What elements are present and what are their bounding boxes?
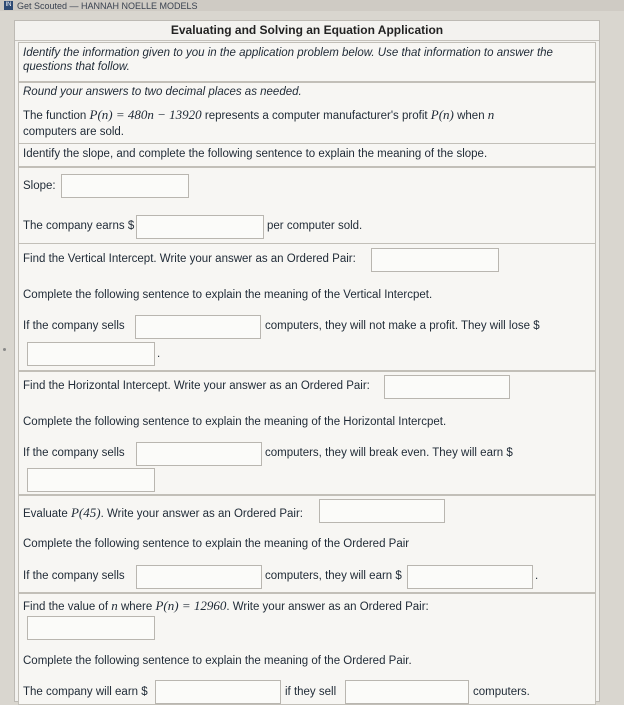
vertical-loss-input[interactable] (27, 342, 155, 366)
vertical-sentence-suffix: computers, they will not make a profit. They will lose $ (265, 320, 540, 332)
evaluate-expression: P(45) (70, 505, 101, 520)
slope-sentence-prefix: The company earns $ (23, 220, 135, 232)
problem-sheet (14, 20, 600, 702)
rounding-note: Round your answers to two decimal places as needed. (23, 86, 302, 98)
find-n-sentence-mid: if they sell (285, 686, 337, 698)
tab-title[interactable]: Get Scouted — HANNAH NOELLE MODELS (17, 0, 198, 11)
find-n-sentence-prefix: The company will earn $ (23, 686, 148, 698)
function-when: when (457, 110, 485, 122)
find-n-suffix: . Write your answer as an Ordered Pair: (226, 601, 429, 613)
find-n-section (18, 593, 596, 705)
horizontal-earn-input[interactable] (27, 468, 155, 492)
horizontal-computers-input[interactable] (136, 442, 262, 466)
vertical-period: . (157, 348, 161, 360)
instructions-text: Identify the information given to you in the application problem below. Use that information to answer the questions that follow. (23, 47, 553, 73)
slope-question: Identify the slope, and complete the following sentence to explain the meaning of the slope. (23, 148, 488, 160)
vertical-question: Find the Vertical Intercept. Write your answer as an Ordered Pair: (23, 253, 356, 265)
slope-label: Slope: (23, 180, 56, 192)
site-logo-icon: IN (5, 2, 12, 8)
evaluate-computers-input[interactable] (136, 565, 262, 589)
problem-title: Evaluating and Solving an Equation Application (15, 21, 599, 41)
find-n-question (23, 598, 429, 614)
evaluate-ordered-pair-input[interactable] (319, 499, 445, 523)
find-n-sentence-suffix: computers. (473, 686, 530, 698)
slope-sentence-suffix: per computer sold. (267, 220, 363, 232)
function-n: n (487, 107, 495, 122)
find-n-computers-input[interactable] (345, 680, 469, 704)
horizontal-sentence-suffix: computers, they will break even. They will earn $ (265, 447, 513, 459)
bullet-marker (3, 348, 6, 351)
find-n-variable: n (111, 598, 118, 613)
horizontal-explain: Complete the following sentence to explain the meaning of the Horizontal Intercpet. (23, 416, 447, 428)
horizontal-sentence-prefix: If the company sells (23, 447, 125, 459)
evaluate-period: . (535, 570, 539, 582)
earnings-per-computer-input[interactable] (136, 215, 264, 239)
vertical-sentence-prefix: If the company sells (23, 320, 125, 332)
slope-input[interactable] (61, 174, 189, 198)
evaluate-earn-input[interactable] (407, 565, 533, 589)
find-n-expression: P(n) = 12960 (155, 598, 227, 613)
evaluate-section (18, 495, 596, 593)
find-n-prefix: Find the value of (23, 601, 109, 613)
function-mid: represents a computer manufacturer's profit (204, 110, 428, 122)
evaluate-suffix: . Write your answer as an Ordered Pair: (100, 508, 303, 520)
evaluate-sentence-suffix: computers, they will earn $ (265, 570, 402, 582)
vertical-intercept-input[interactable] (371, 248, 499, 272)
function-line (23, 107, 494, 123)
find-n-where: where (120, 601, 153, 613)
evaluate-prefix: Evaluate (23, 508, 68, 520)
instructions-box (18, 42, 596, 82)
evaluate-question (23, 505, 303, 521)
function-expression: P(n) = 480n − 13920 (89, 107, 202, 122)
find-n-explain: Complete the following sentence to explain the meaning of the Ordered Pair. (23, 655, 412, 667)
function-pn: P(n) (430, 107, 454, 122)
horizontal-intercept-input[interactable] (384, 375, 510, 399)
vertical-intercept-section (18, 243, 596, 371)
vertical-computers-input[interactable] (135, 315, 261, 339)
function-prefix: The function (23, 110, 87, 122)
function-suffix: computers are sold. (23, 126, 124, 138)
horizontal-intercept-section (18, 371, 596, 495)
browser-tab-bar (0, 0, 624, 11)
horizontal-question: Find the Horizontal Intercept. Write your answer as an Ordered Pair: (23, 380, 370, 392)
problem-statement-box (18, 82, 596, 144)
find-n-ordered-pair-input[interactable] (27, 616, 155, 640)
evaluate-sentence-prefix: If the company sells (23, 570, 125, 582)
slope-question-box (18, 143, 596, 167)
evaluate-explain: Complete the following sentence to explain the meaning of the Ordered Pair (23, 538, 410, 550)
slope-section (18, 167, 596, 244)
find-n-earn-input[interactable] (155, 680, 281, 704)
vertical-explain: Complete the following sentence to explain the meaning of the Vertical Intercpet. (23, 289, 433, 301)
